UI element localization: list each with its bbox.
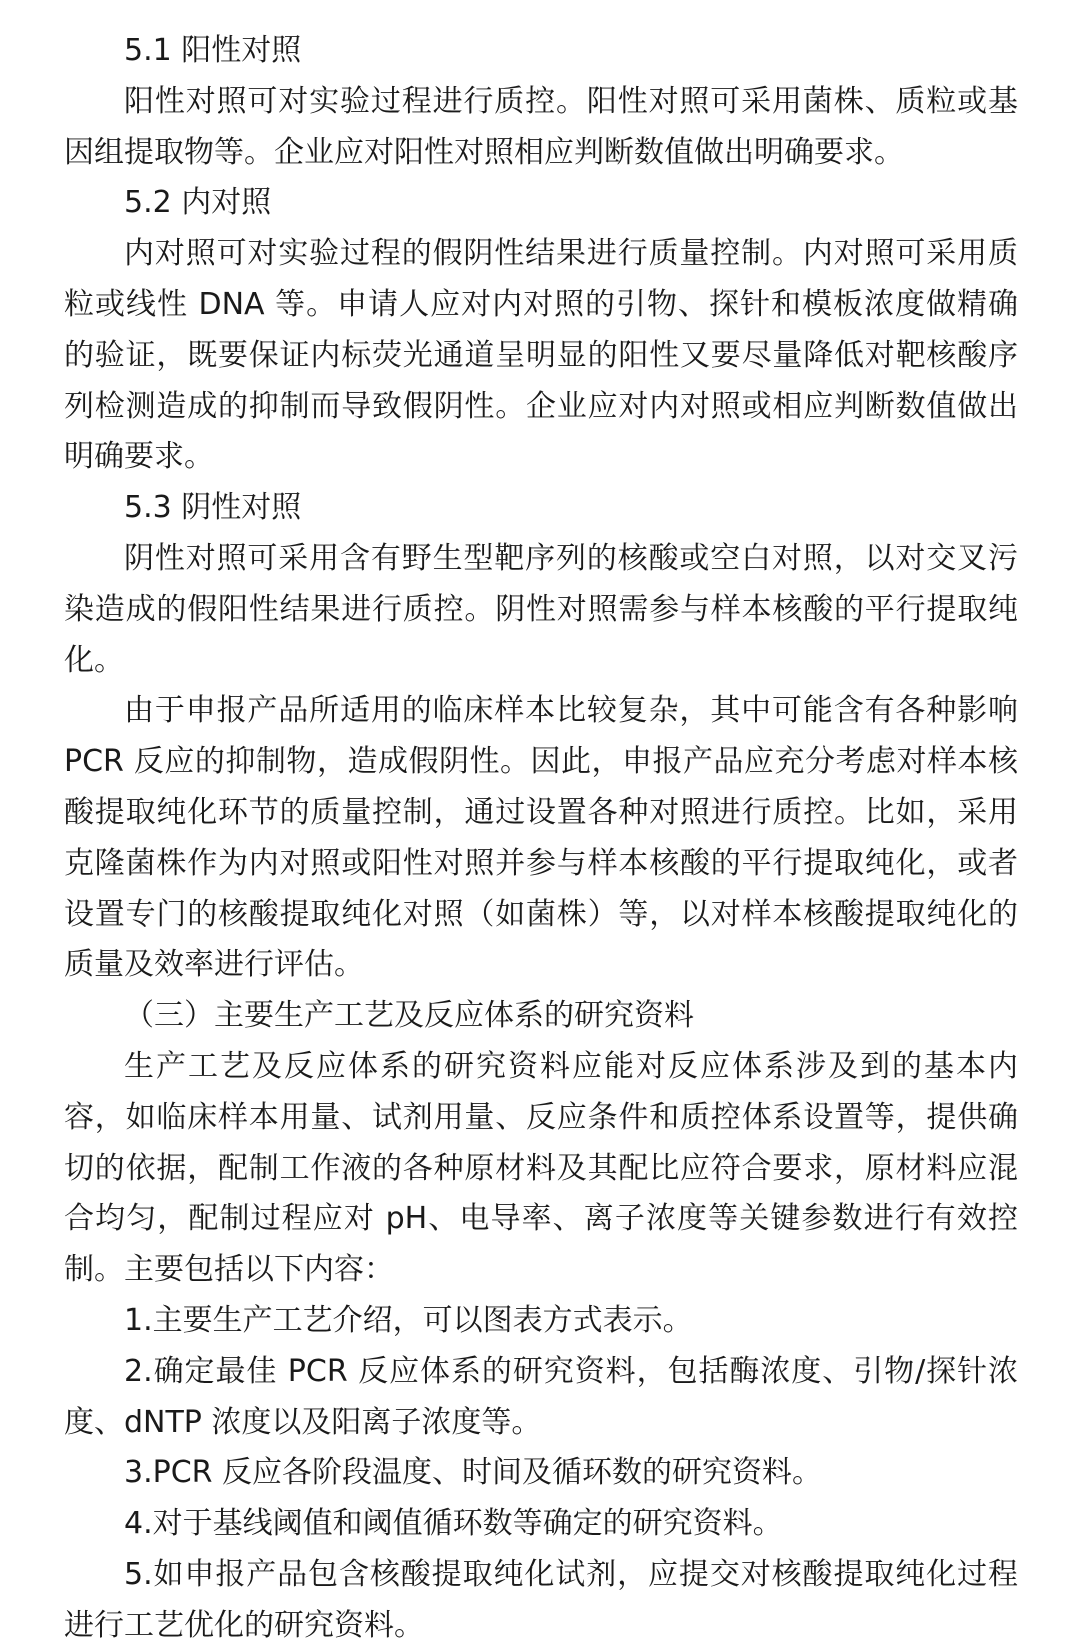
section-heading-5-2: 5.2 内对照 — [124, 185, 272, 221]
section-heading-5-3: 5.3 阴性对照 — [124, 490, 302, 526]
list-item-2: 2.确定最佳 PCR 反应体系的研究资料，包括酶浓度、引物/探针浓度、dNTP 浓度以及阳离子浓度等。 — [64, 1353, 1018, 1440]
section-heading-5-1: 5.1 阳性对照 — [124, 33, 302, 68]
section-heading-3: （三）主要生产工艺及反应体系的研究资料 — [124, 998, 694, 1034]
list-item-3: 3.PCR 反应各阶段温度、时间及循环数的研究资料。 — [124, 1455, 823, 1491]
paragraph-positive-control: 阳性对照可对实验过程进行质控。阳性对照可采用菌株、质粒或基因组提取物等。企业应对阳性对照相应判断数值做出明确要求。 — [64, 83, 1018, 170]
list-item-4: 4.对于基线阈值和阈值循环数等确定的研究资料。 — [124, 1506, 783, 1542]
list-item-5: 5.如申报产品包含核酸提取纯化试剂，应提交对核酸提取纯化过程进行工艺优化的研究资料。 — [64, 1556, 1018, 1643]
paragraph-internal-control: 内对照可对实验过程的假阴性结果进行质量控制。内对照可采用质粒或线性 DNA 等。申请人应对内对照的引物、探针和模板浓度做精确的验证，既要保证内标荧光通道呈明显的阳性又要尽量降低对靶核酸序列检测造成的抑制而导致假阴性。企业应对内对照或相应判断数值做出明确要求。 — [64, 236, 1018, 475]
paragraph-inhibitor-note: 由于申报产品所适用的临床样本比较复杂，其中可能含有各种影响 PCR 反应的抑制物，造成假阴性。因此，申报产品应充分考虑对样本核酸提取纯化环节的质量控制，通过设置各种对照进行质控。比如，采用克隆菌株作为内对照或阳性对照并参与样本核酸的平行提取纯化，或者设置专门的核酸提取纯化对照（如菌株）等，以对样本核酸提取纯化的质量及效率进行评估。 — [64, 693, 1018, 983]
list-item-1: 1.主要生产工艺介绍，可以图表方式表示。 — [124, 1302, 693, 1338]
paragraph-process-research: 生产工艺及反应体系的研究资料应能对反应体系涉及到的基本内容，如临床样本用量、试剂用量、反应条件和质控体系设置等，提供确切的依据，配制工作液的各种原材料及其配比应符合要求，原材料应混合均匀，配制过程应对 pH、电导率、离子浓度等关键参数进行有效控制。主要包括以下内容： — [64, 1048, 1018, 1288]
paragraph-negative-control: 阴性对照可采用含有野生型靶序列的核酸或空白对照，以对交叉污染造成的假阳性结果进行质控。阴性对照需参与样本核酸的平行提取纯化。 — [64, 540, 1018, 678]
